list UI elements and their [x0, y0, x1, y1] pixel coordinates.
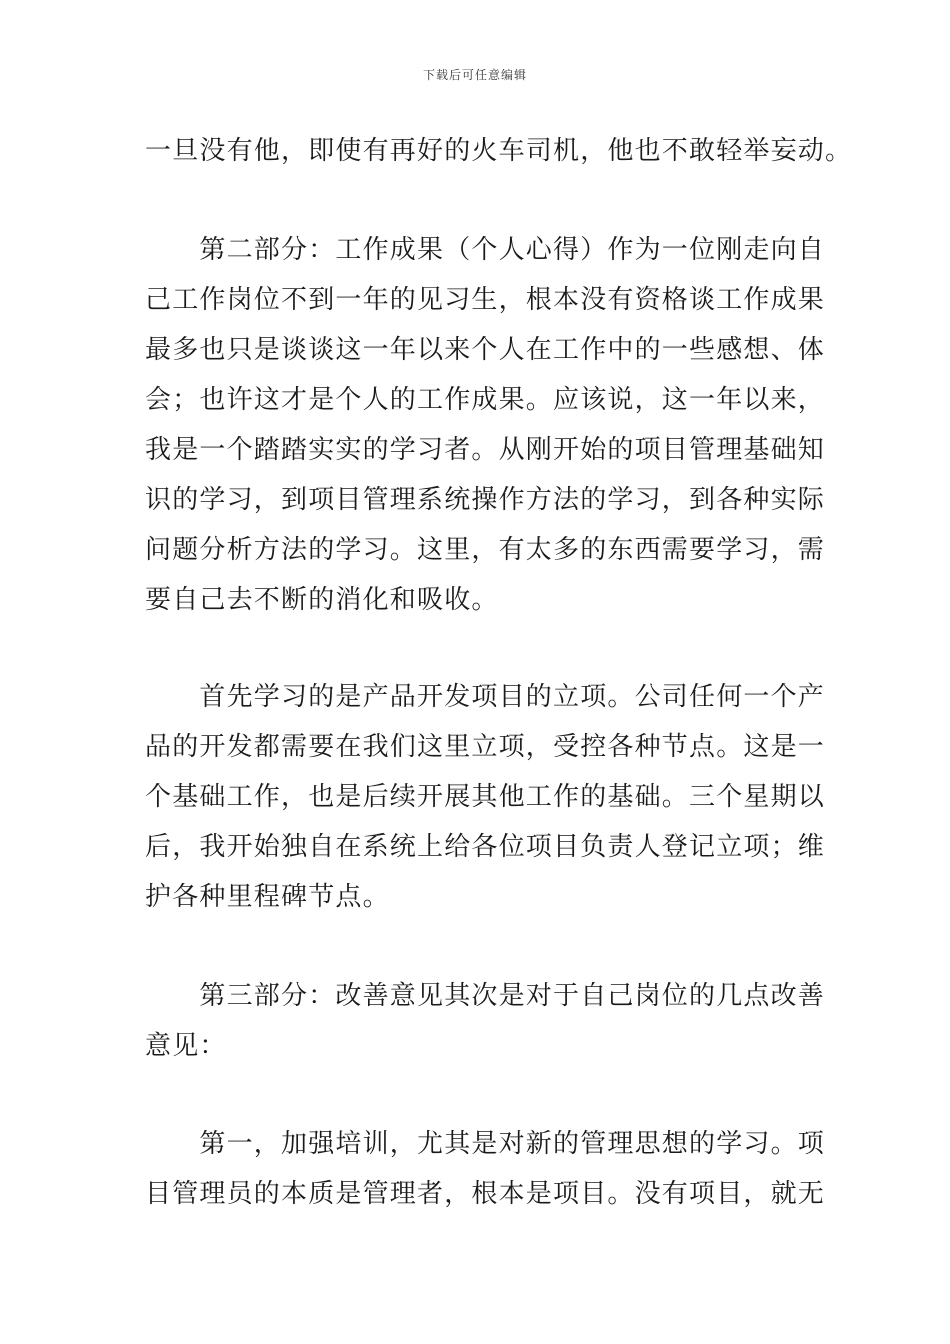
text-line: 目管理员的本质是管理者，根本是项目。没有项目，就无 — [145, 1179, 826, 1209]
text-line: 第三部分：改善意见其次是对于自己岗位的几点改善 — [145, 981, 826, 1011]
text-line: 己工作岗位不到一年的见习生，根本没有资格谈工作成果 — [145, 285, 826, 315]
text-line: 我是一个踏踏实实的学习者。从刚开始的项目管理基础知 — [145, 435, 826, 465]
text-line: 第二部分：工作成果（个人心得）作为一位刚走向自 — [145, 235, 826, 265]
text-line: 最多也只是谈谈这一年以来个人在工作中的一些感想、体 — [145, 335, 826, 365]
text-line: 要自己去不断的消化和吸收。 — [145, 585, 499, 615]
page-header: 下载后可任意编辑 — [422, 68, 527, 82]
text-line: 品的开发都需要在我们这里立项，受控各种节点。这是一 — [145, 732, 826, 762]
text-line: 后，我开始独自在系统上给各位项目负责人登记立项；维 — [145, 832, 826, 862]
text-line: 第一，加强培训，尤其是对新的管理思想的学习。项 — [145, 1129, 826, 1159]
text-line: 识的学习，到项目管理系统操作方法的学习，到各种实际 — [145, 485, 826, 515]
text-line: 问题分析方法的学习。这里，有太多的东西需要学习，需 — [145, 535, 826, 565]
text-line: 意见： — [145, 1031, 227, 1061]
text-line: 会；也许这才是个人的工作成果。应该说，这一年以来， — [145, 385, 826, 415]
text-line: 护各种里程碑节点。 — [145, 882, 390, 912]
text-line: 一旦没有他，即使有再好的火车司机，他也不敢轻举妄动。 — [145, 136, 853, 166]
text-line: 个基础工作，也是后续开展其他工作的基础。三个星期以 — [145, 782, 826, 812]
text-line: 首先学习的是产品开发项目的立项。公司任何一个产 — [145, 682, 826, 712]
